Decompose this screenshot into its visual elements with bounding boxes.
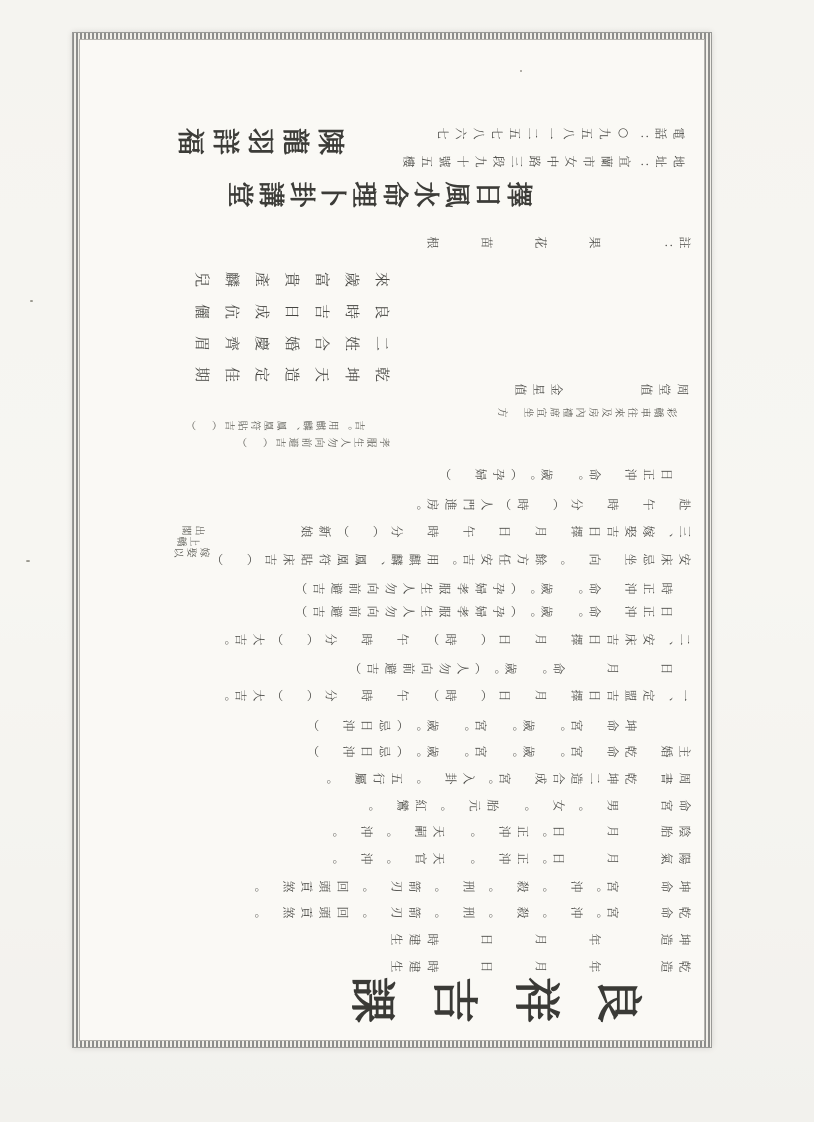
form-column: 赴 午 時 分（ 時）人門進房。 [403, 497, 691, 511]
form-column: 周堂值 金星值 [437, 382, 689, 396]
verse-line: 良時吉日成伉儷 [180, 302, 390, 320]
verse-line: 乾坤天造定佳期 [180, 365, 390, 383]
form-column: 三、嫁娶吉日擇 月 日 午 時 分（ ）新娘 [295, 524, 691, 538]
verse-line: 來歲富貴產麟兒 [180, 270, 390, 288]
note-column: 孝服生人勿向前避吉（ ） [234, 435, 390, 446]
form-column: 一、定盟吉日擇 月 日（ 時） 午 時 分（ ）大吉。 [211, 688, 691, 702]
form-column: 時正沖 命。 歲。（孕婦孝服生人勿向前避吉） [289, 581, 691, 595]
certificate-sheet [72, 32, 712, 1048]
note-column: 嫁娶以 [171, 545, 210, 556]
form-column: 註： 果 花 苗 根 [385, 235, 691, 249]
scan-speck [520, 70, 522, 72]
contact-line: 地址：宜蘭市女中路三段九十號五樓 [397, 154, 685, 168]
form-column: 命宮 男 。女 。 胎元 。紅鸞 。 [355, 798, 691, 812]
form-column: 乾造 年 月 日 時建生 [385, 959, 691, 973]
form-column: 安床忌坐 向 。餘方任安吉。用麒麟、鳳凰符貼床吉（ ） [205, 552, 691, 566]
certificate-title: 良祥吉課 [315, 970, 643, 1024]
verse-line: 二姓合婚慶齊眉 [180, 334, 390, 352]
form-column: 乾命 宮。沖 。殺 。刑 。箭刃 。回頭貢煞 。 [241, 905, 691, 919]
form-column: 坤命 宮。 歲。 宮。 歲。（忌日沖 ） [301, 718, 691, 732]
contact-line: 電話：○九五八一二五七八六七 [431, 126, 685, 140]
scan-speck [30, 300, 33, 302]
form-column: 坤命 宮。沖 。殺 。刑 。箭刃 。回頭貢煞 。 [241, 879, 691, 893]
scan-speck [26, 560, 30, 562]
form-column: 日正沖 命。 歲。（孕婦孝服生人勿向前避吉） [289, 604, 691, 618]
form-column: 主婚 乾命 宮。 歲。 宮。 歲。（忌日沖 ） [301, 744, 691, 758]
note-column: 上轎 [174, 534, 200, 545]
note-column: 出閣 [179, 523, 205, 534]
form-column: 日 月 命。 歲。（人勿向前避吉） [343, 661, 691, 675]
form-column: 坤造 年 月 日 時建生 [385, 932, 691, 946]
form-column: 日正沖 命。 歲。（孕婦 ） [433, 467, 691, 481]
proprietor-name: 陳龍羽詳福 [170, 123, 345, 154]
form-column: 陽氣 月 日。正沖 。 天官 。沖 。 [319, 851, 691, 865]
note-column: 吉。用麒麟、鳳凰符貼吉（ ） [183, 418, 365, 429]
form-column: 二、安床吉日擇 月 日（ 時） 午 時 分（ ）大吉。 [211, 632, 691, 646]
form-column: 陰胎 月 日。正沖 。 天嗣 。沖 。 [319, 824, 691, 838]
note-column: 彩轎車往來及房內禮席宜坐 方 [495, 405, 677, 416]
hall-name: 擇日風水命理卜卦講堂 [223, 177, 533, 207]
form-column: 周書 乾坤二造合成 宮。入卦 。五行屬 。 [313, 771, 691, 785]
